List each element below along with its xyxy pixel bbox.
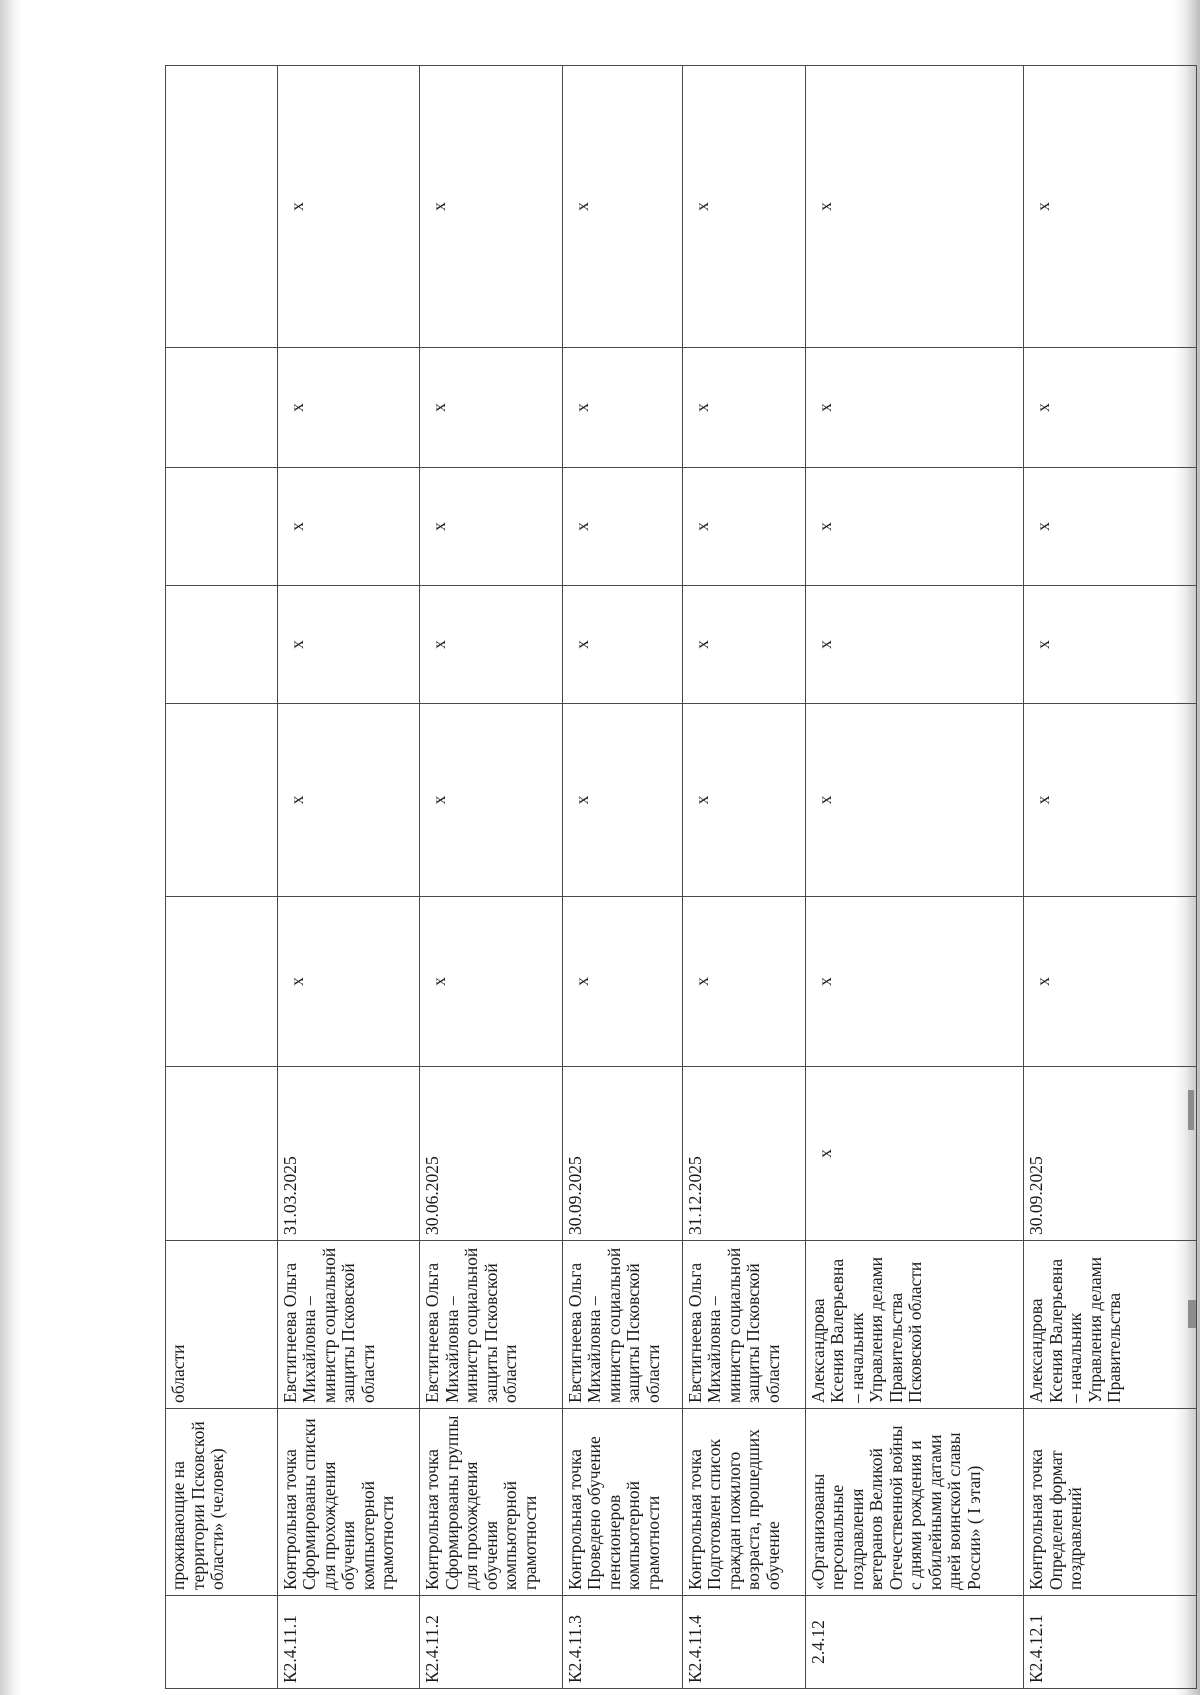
scan-left-edge: [0, 0, 22, 1695]
name-cell: Контрольная точка Определен формат поздравлений: [1024, 1409, 1197, 1596]
value-cell: х: [682, 897, 805, 1067]
value-cell: х: [420, 348, 563, 468]
value-cell: х: [562, 704, 682, 897]
date-cell: х: [805, 1067, 1024, 1241]
date-cell: 31.12.2025: [682, 1067, 805, 1241]
name-cell: Контрольная точка Сформированы группы для прохождения обучения компьютерной грамотности: [420, 1409, 563, 1596]
table-row: [420, 66, 563, 1689]
name-cell: проживающие на территории Псковской области» (человек): [166, 1409, 278, 1596]
name-cell: Контрольная точка Сформированы списки для прохождения обучения компьютерной грамотности: [277, 1409, 420, 1596]
value-cell: х: [420, 586, 563, 704]
code-cell: К2.4.11.3: [562, 1596, 682, 1689]
code-cell: К2.4.12.1: [1024, 1596, 1197, 1689]
document-page: [165, 66, 1200, 1683]
value-cell: х: [805, 897, 1024, 1067]
value-cell: х: [420, 468, 563, 586]
value-cell: х: [1024, 586, 1197, 704]
date-cell: [166, 1067, 278, 1241]
value-cell: х: [420, 897, 563, 1067]
value-cell: х: [562, 586, 682, 704]
value-cell: х: [1024, 704, 1197, 897]
value-cell: х: [682, 66, 805, 348]
value-cell: х: [277, 468, 420, 586]
name-cell: Контрольная точка Проведено обучение пенсионеров компьютерной грамотности: [562, 1409, 682, 1596]
name-cell: «Организованы персональные поздравления ветеранов Великой Отечественной войны с днями рождения и юбилейными датами дней воинской славы России» ( I этап): [805, 1409, 1024, 1596]
table-row: [805, 66, 1024, 1689]
value-cell: х: [277, 897, 420, 1067]
plan-table: [165, 65, 1197, 1689]
date-cell: 30.09.2025: [1024, 1067, 1197, 1241]
value-cell: х: [562, 897, 682, 1067]
value-cell: х: [805, 468, 1024, 586]
value-cell: [166, 586, 278, 704]
value-cell: х: [277, 348, 420, 468]
value-cell: х: [805, 586, 1024, 704]
responsible-cell: Евстигнеева Ольга Михайловна – министр социальной защиты Псковской области: [420, 1241, 563, 1409]
value-cell: х: [1024, 348, 1197, 468]
value-cell: х: [1024, 897, 1197, 1067]
value-cell: х: [805, 704, 1024, 897]
date-cell: 31.03.2025: [277, 1067, 420, 1241]
table-row: [166, 66, 278, 1689]
rotated-table-container: [165, 66, 1197, 1689]
code-cell: К2.4.11.4: [682, 1596, 805, 1689]
table-row: [277, 66, 420, 1689]
value-cell: х: [277, 586, 420, 704]
value-cell: х: [1024, 66, 1197, 348]
value-cell: [166, 468, 278, 586]
value-cell: х: [682, 704, 805, 897]
value-cell: [166, 66, 278, 348]
responsible-cell: Александрова Ксения Валерьевна – начальник Управления делами Правительства Псковской области: [805, 1241, 1024, 1409]
date-cell: 30.06.2025: [420, 1067, 563, 1241]
date-cell: 30.09.2025: [562, 1067, 682, 1241]
value-cell: [166, 897, 278, 1067]
code-cell: [166, 1596, 278, 1689]
value-cell: х: [277, 66, 420, 348]
value-cell: [166, 348, 278, 468]
responsible-cell: области: [166, 1241, 278, 1409]
value-cell: х: [805, 66, 1024, 348]
table-row: [1024, 66, 1197, 1689]
code-cell: К2.4.11.1: [277, 1596, 420, 1689]
responsible-cell: Евстигнеева Ольга Михайловна – министр социальной защиты Псковской области: [277, 1241, 420, 1409]
name-cell: Контрольная точка Подготовлен список граждан пожилого возраста, прошедших обучение: [682, 1409, 805, 1596]
responsible-cell: Евстигнеева Ольга Михайловна – министр социальной защиты Псковской области: [562, 1241, 682, 1409]
value-cell: х: [562, 468, 682, 586]
responsible-cell: Александрова Ксения Валерьевна – начальник Управления делами Правительства: [1024, 1241, 1197, 1409]
code-cell: К2.4.11.2: [420, 1596, 563, 1689]
value-cell: х: [805, 348, 1024, 468]
value-cell: х: [682, 468, 805, 586]
value-cell: х: [562, 348, 682, 468]
responsible-cell: Евстигнеева Ольга Михайловна – министр социальной защиты Псковской области: [682, 1241, 805, 1409]
value-cell: х: [420, 704, 563, 897]
table-row: [562, 66, 682, 1689]
value-cell: х: [682, 348, 805, 468]
value-cell: [166, 704, 278, 897]
code-cell: 2.4.12: [805, 1596, 1024, 1689]
table-row: [682, 66, 805, 1689]
value-cell: х: [277, 704, 420, 897]
value-cell: х: [1024, 468, 1197, 586]
value-cell: х: [562, 66, 682, 348]
value-cell: х: [420, 66, 563, 348]
value-cell: х: [682, 586, 805, 704]
